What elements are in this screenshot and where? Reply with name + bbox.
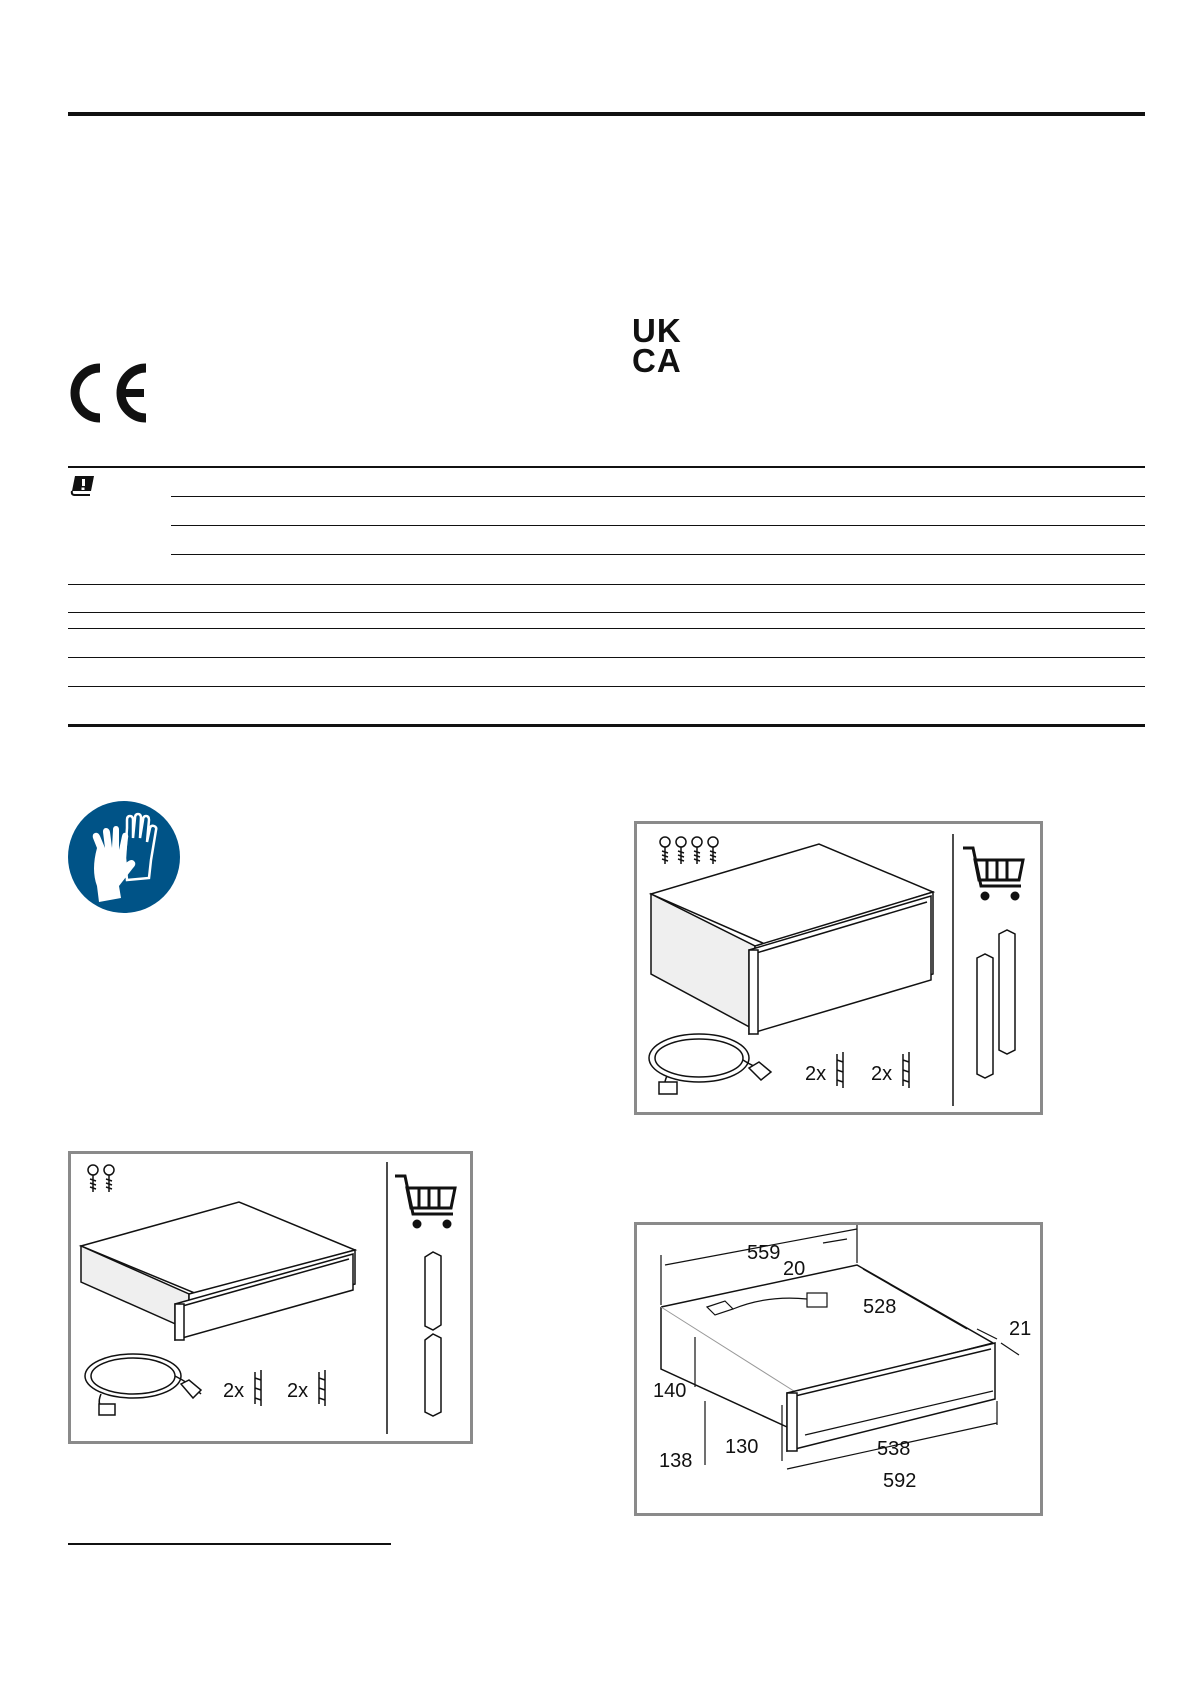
table-top-rule — [68, 466, 1145, 468]
footnote-rule — [68, 1543, 391, 1545]
figure-large-drawer — [634, 821, 1043, 1115]
dimension-label: 559 — [747, 1242, 781, 1264]
drawer-drawing — [81, 1202, 355, 1340]
ce-mark — [66, 362, 150, 424]
table-row-rule — [68, 628, 1145, 629]
shopping-cart-icon — [963, 848, 1023, 899]
power-cable-icon — [85, 1354, 201, 1415]
count-label: 2x — [287, 1380, 309, 1402]
power-cable-icon — [649, 1034, 771, 1094]
ukca-top-text: UK — [632, 312, 682, 349]
count-label: 2x — [805, 1063, 827, 1085]
table-row-rule — [68, 584, 1145, 585]
ukca-mark — [632, 312, 694, 379]
figure-dimensions — [634, 1222, 1043, 1516]
dimension-label: 20 — [783, 1258, 806, 1280]
dimension-label: 592 — [883, 1470, 917, 1492]
count-label: 2x — [223, 1380, 245, 1402]
table-row-rule — [68, 612, 1145, 613]
dimension-label: 138 — [659, 1450, 693, 1472]
trim-strip-icon — [977, 930, 1015, 1078]
table-bottom-rule — [68, 724, 1145, 727]
top-rule — [68, 112, 1145, 116]
screw-icon — [88, 1165, 114, 1192]
drawer-drawing — [661, 1265, 995, 1451]
ce-text: CE — [66, 362, 68, 363]
screw-icon — [660, 837, 718, 864]
dimension-label: 538 — [877, 1438, 911, 1460]
table-row-rule — [68, 657, 1145, 658]
table-row-rule — [171, 525, 1145, 526]
dimension-label: 21 — [1009, 1318, 1032, 1340]
table-row-rule — [68, 686, 1145, 687]
power-plug-icon — [707, 1293, 827, 1315]
ukca-bottom-text: CA — [632, 342, 682, 379]
shopping-cart-icon — [395, 1176, 455, 1227]
dimension-label: 130 — [725, 1436, 759, 1458]
count-label: 2x — [871, 1063, 893, 1085]
figure-small-drawer — [68, 1151, 473, 1444]
dimension-label: 140 — [653, 1380, 687, 1402]
table-row-rule — [171, 554, 1145, 555]
dimension-label: 528 — [863, 1296, 897, 1318]
protective-gloves-icon — [67, 798, 181, 916]
trim-strip-icon — [425, 1252, 441, 1416]
table-row-rule — [171, 496, 1145, 497]
drawer-drawing — [651, 844, 933, 1034]
notice-book-icon — [70, 474, 96, 496]
